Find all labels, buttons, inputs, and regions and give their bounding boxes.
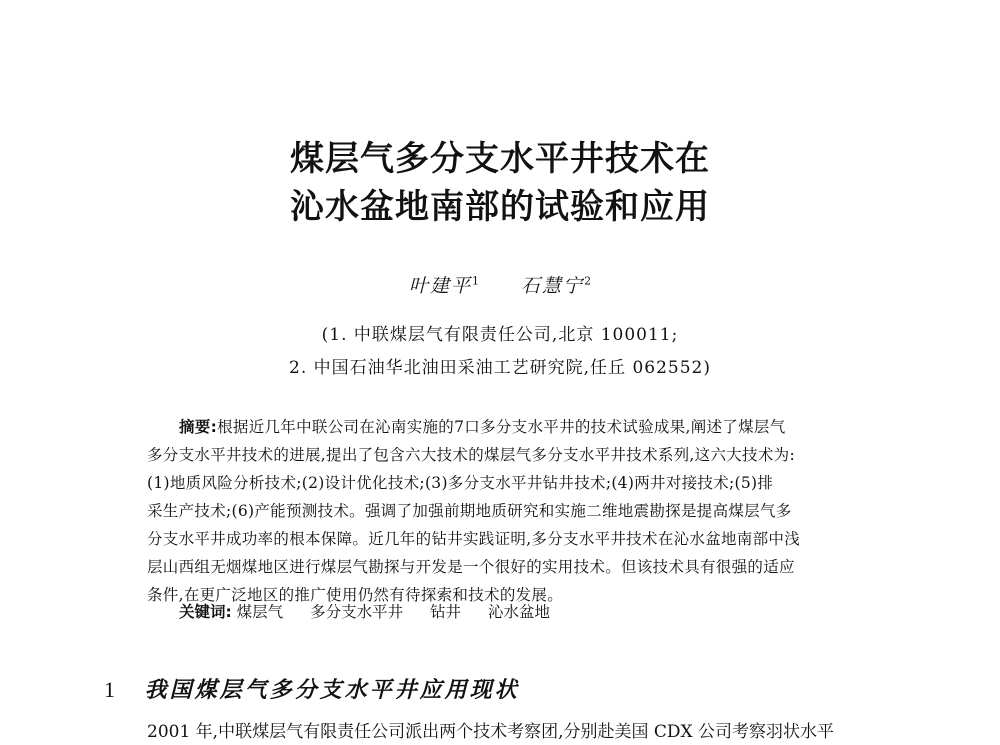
keyword: 煤层气	[236, 603, 284, 621]
paper-title-line-2: 沁水盆地南部的试验和应用	[290, 187, 710, 227]
abstract	[147, 413, 887, 609]
section-number: 1	[104, 677, 115, 702]
author-name: 石慧宁	[521, 275, 585, 297]
keyword: 多分支水平井	[310, 603, 404, 621]
abstract-line	[147, 413, 887, 441]
abstract-line: (1)地质风险分析技术;(2)设计优化技术;(3)多分支水平井钻井技术;(4)两井对接技术;(5)排	[147, 474, 774, 492]
affiliation-line-1: (1. 中联煤层气有限责任公司,北京 100011;	[321, 325, 679, 345]
section-title: 我国煤层气多分支水平井应用现状	[144, 677, 520, 703]
abstract-line: 采生产技术;(6)产能预测技术。强调了加强前期地质研究和实施二维地震勘探是提高煤层气多	[147, 502, 792, 520]
abstract-line: 多分支水平井技术的进展,提出了包含六大技术的煤层气多分支水平井技术系列,这六大技术为:	[147, 446, 795, 464]
paper-title-line-1: 煤层气多分支水平井技术在	[290, 139, 710, 179]
author-list	[0, 271, 1000, 298]
keyword: 钻井	[430, 603, 462, 621]
author-affiliation-mark: 2	[584, 274, 592, 288]
affiliation-line-2: 2. 中国石油华北油田采油工艺研究院,任丘 062552)	[289, 358, 711, 378]
author-affiliation-mark: 1	[471, 274, 479, 288]
abstract-line: 层山西组无烟煤地区进行煤层气勘探与开发是一个很好的实用技术。但该技术具有很强的适应	[147, 558, 795, 576]
abstract-line: 分支水平井成功率的根本保障。近几年的钻井实践证明,多分支水平井技术在沁水盆地南部中浅	[147, 530, 801, 548]
author-name: 叶建平	[408, 275, 472, 297]
abstract-line: 条件,在更广泛地区的推广使用仍然有待探索和技术的发展。	[147, 586, 564, 604]
keyword: 沁水盆地	[488, 603, 551, 621]
keywords-label: 关键词:	[179, 603, 232, 621]
abstract-label: 摘要:	[179, 418, 218, 436]
keywords	[179, 600, 572, 622]
abstract-text: 根据近几年中联公司在沁南实施的7口多分支水平井的技术试验成果,阐述了煤层气	[217, 418, 786, 436]
section-heading	[104, 673, 520, 704]
body-paragraph-line: 2001 年,中联煤层气有限责任公司派出两个技术考察团,分别赴美国 CDX 公司考察羽状水平	[147, 722, 835, 742]
